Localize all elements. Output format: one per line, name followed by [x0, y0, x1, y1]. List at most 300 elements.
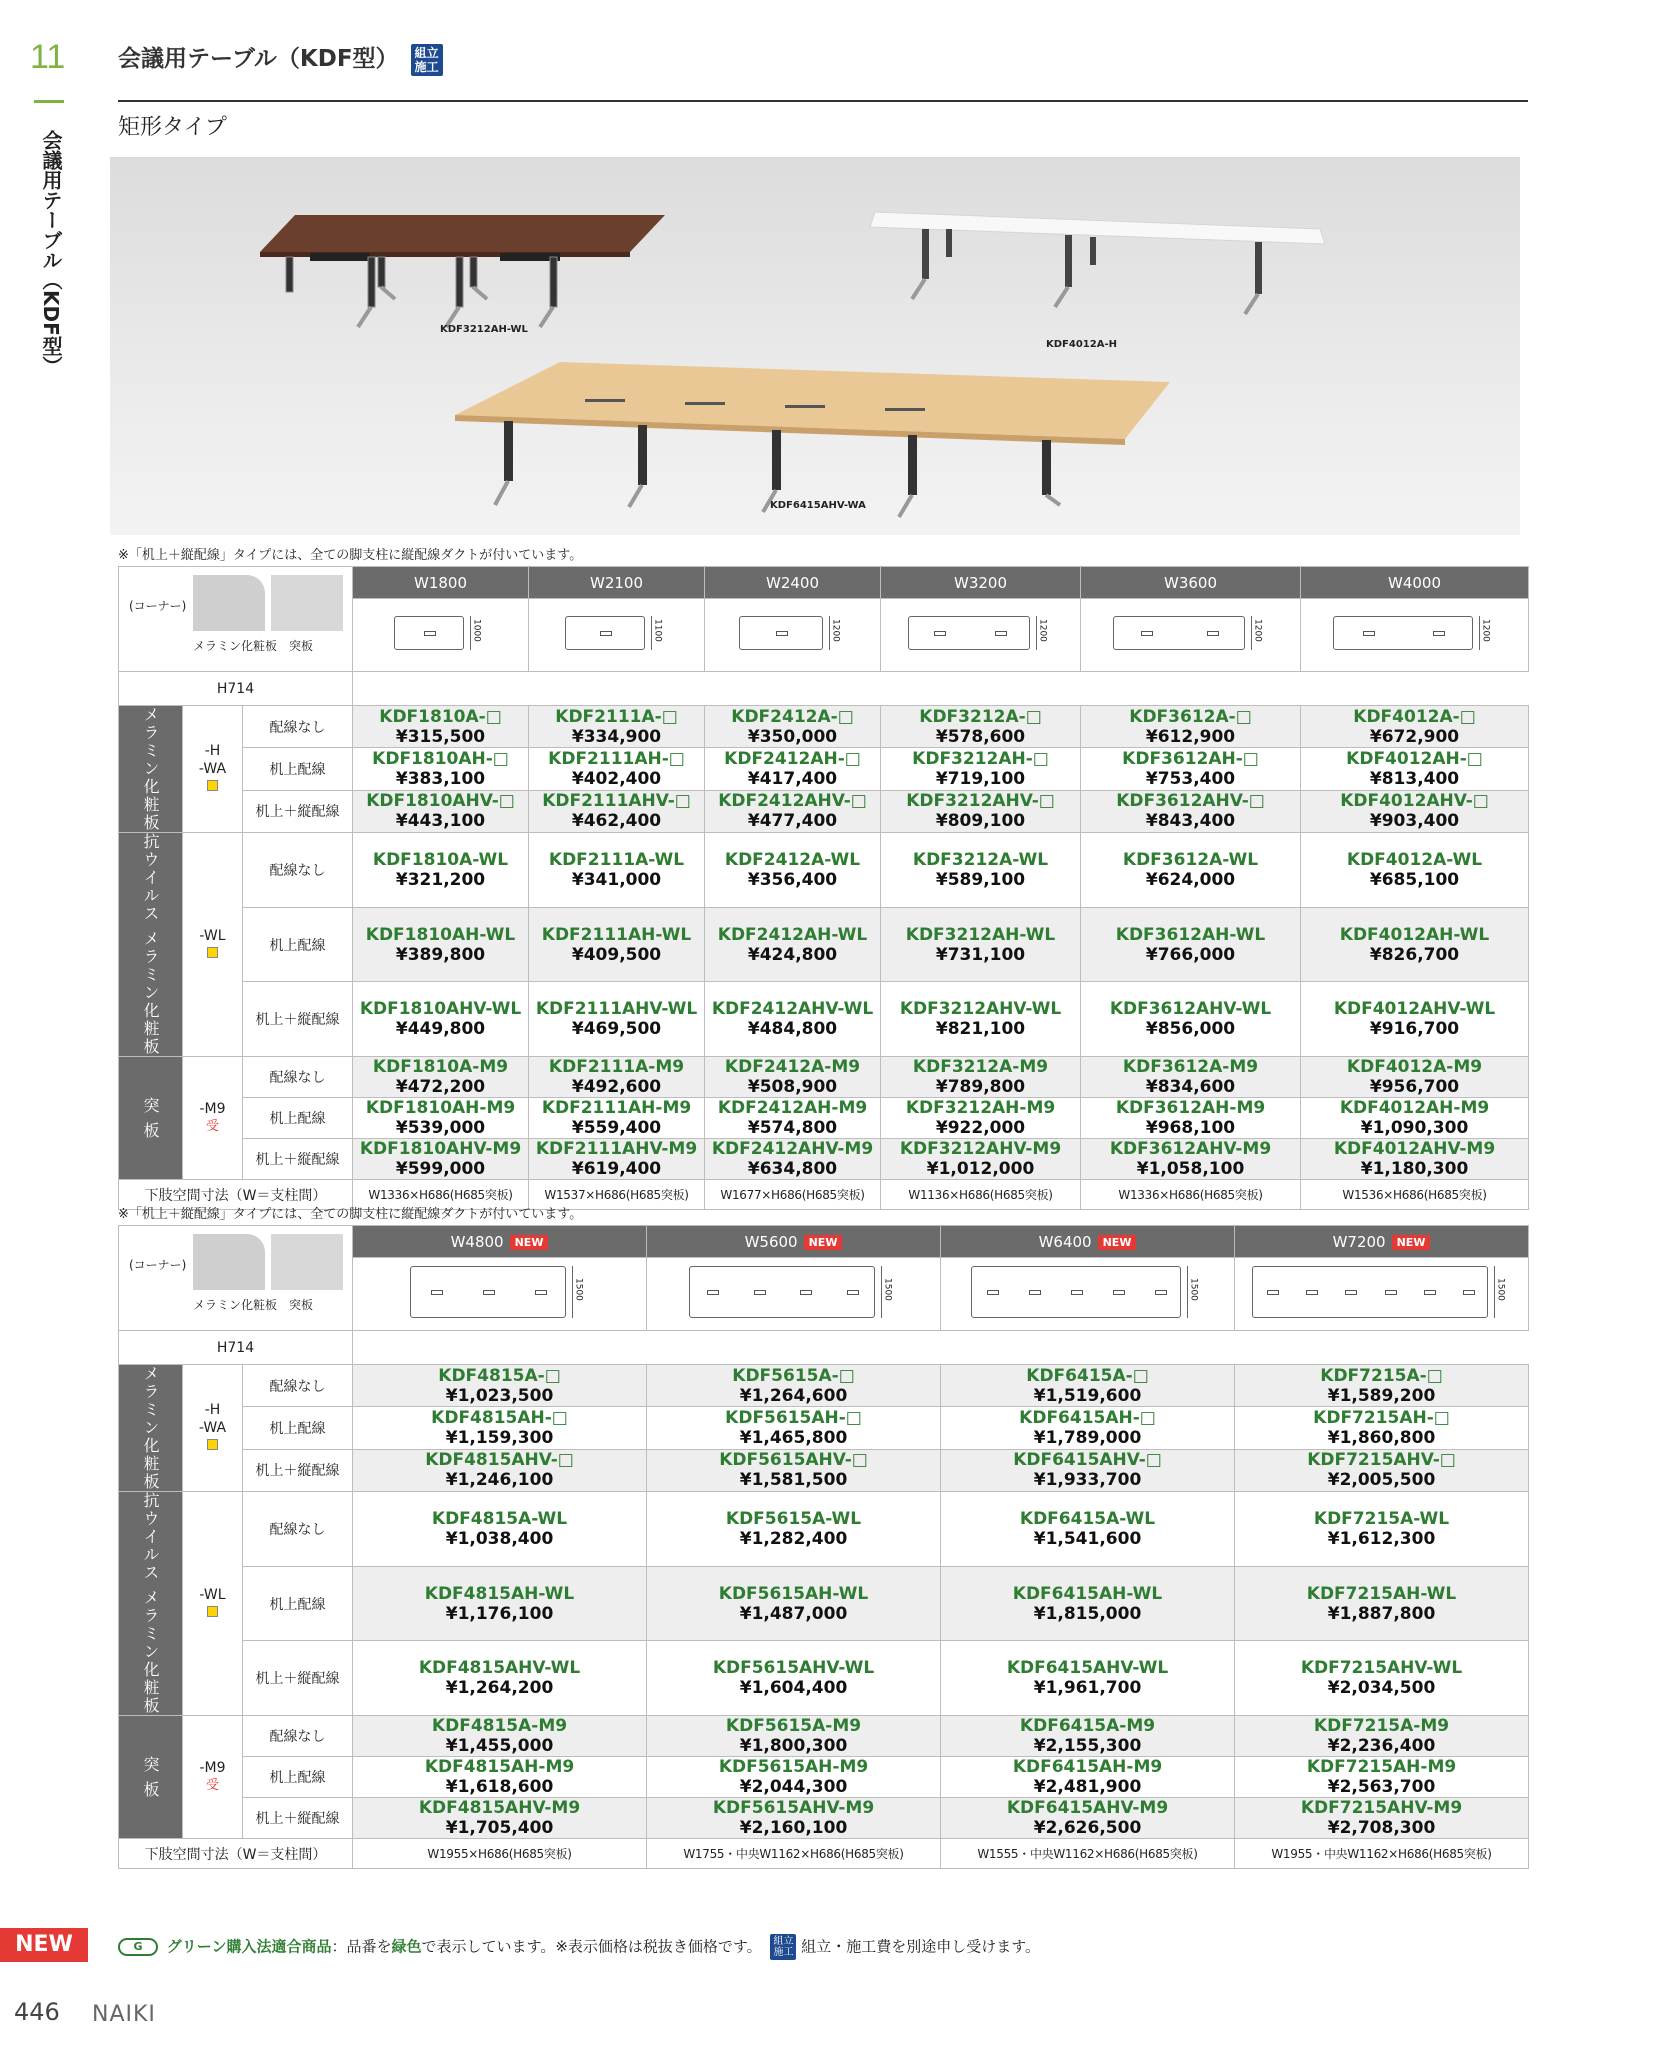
product-price: ¥1,038,400	[445, 1528, 554, 1549]
product-cell	[529, 833, 705, 908]
assembly-badge-small	[770, 1934, 796, 1960]
diagram-cell	[941, 1258, 1235, 1331]
wiring-type: 配線なし	[243, 1057, 353, 1098]
product-price: ¥1,933,700	[1033, 1470, 1142, 1491]
finish-code	[183, 1492, 243, 1716]
cable-slot-icon	[483, 1290, 495, 1295]
product-code: KDF4815AHV-WL	[418, 1658, 581, 1679]
product-code: KDF2412AHV-WL	[711, 999, 874, 1020]
made-to-order-mark: 受	[205, 1119, 219, 1135]
leg-space-value: W1336×H686(H685突板)	[353, 1180, 529, 1210]
product-price: ¥624,000	[1145, 869, 1236, 890]
product-code: KDF3612AH-WL	[1115, 924, 1266, 945]
product-code: KDF4012A-WL	[1346, 849, 1483, 870]
walnut-cable-box-1	[310, 253, 370, 261]
product-price: ¥477,400	[747, 811, 838, 832]
product-cell	[881, 706, 1081, 748]
leg-space-row	[119, 1839, 1529, 1869]
product-code: KDF4012AHV-WL	[1333, 999, 1496, 1020]
table-diagram	[410, 1264, 590, 1324]
finish-code	[183, 1057, 243, 1180]
product-price: ¥1,789,000	[1033, 1427, 1142, 1448]
product-code: KDF5615AH-□	[725, 1407, 862, 1428]
product-code: KDF6415A-M9	[1019, 1716, 1156, 1737]
finish-group: 抗ウイルス メラミン化粧板	[119, 1492, 183, 1716]
product-code: KDF3612A-WL	[1122, 849, 1259, 870]
depth-label: 1200	[830, 619, 841, 643]
tables-illustration	[110, 157, 1520, 535]
table-outline	[908, 616, 1030, 650]
product-code: KDF6415AH-M9	[1012, 1757, 1163, 1778]
product-code: KDF6415AHV-WL	[1006, 1658, 1169, 1679]
table-diagram	[1252, 1264, 1512, 1324]
product-cell	[941, 1641, 1235, 1716]
product-cell	[1235, 1641, 1529, 1716]
product-code: KDF6415A-WL	[1019, 1508, 1156, 1529]
finish-code	[183, 833, 243, 1057]
product-cell	[881, 982, 1081, 1057]
tsukiita-swatch	[271, 1234, 343, 1290]
product-price: ¥599,000	[395, 1159, 486, 1180]
new-tag: NEW	[1098, 1235, 1137, 1250]
product-cell	[1301, 1139, 1529, 1180]
photo-label-kdf4012: KDF4012A-H	[1046, 339, 1117, 350]
product-cell	[881, 790, 1081, 832]
product-price: ¥2,005,500	[1327, 1470, 1436, 1491]
new-tag: NEW	[804, 1235, 843, 1250]
product-price: ¥409,500	[571, 944, 662, 965]
product-code: KDF5615A-M9	[725, 1716, 862, 1737]
product-code: KDF1810AH-WL	[365, 924, 516, 945]
product-code: KDF1810AH-M9	[365, 1098, 516, 1119]
finish-group: 突 板	[119, 1057, 183, 1180]
product-price: ¥559,400	[571, 1118, 662, 1139]
product-price: ¥856,000	[1145, 1019, 1236, 1040]
product-code: KDF3612AH-□	[1122, 748, 1259, 769]
product-code: KDF2111AHV-□	[542, 791, 691, 812]
white-feet	[912, 279, 1258, 314]
product-cell	[705, 907, 881, 982]
wiring-type: 机上配線	[243, 907, 353, 982]
product-code: KDF7215A-□	[1320, 1365, 1443, 1386]
width-header	[353, 567, 529, 599]
product-price: ¥1,090,300	[1360, 1118, 1469, 1139]
table-diagram	[971, 1264, 1205, 1324]
product-cell	[941, 1757, 1235, 1798]
product-code: KDF4815AHV-M9	[418, 1798, 581, 1819]
finish-code-1: -WL	[199, 927, 226, 944]
product-cell	[881, 1139, 1081, 1180]
width-label: W7200	[1332, 1232, 1386, 1251]
product-cell	[353, 833, 529, 908]
green-purchase-icon: G	[118, 1938, 158, 1956]
tsukiita-label: 突板	[289, 639, 314, 653]
depth-label: 1500	[1495, 1278, 1506, 1302]
depth-line	[881, 1266, 882, 1318]
product-code: KDF3612AH-M9	[1115, 1098, 1266, 1119]
wiring-type: 机上配線	[243, 1566, 353, 1641]
photo-label-kdf3212: KDF3212AH-WL	[440, 324, 528, 335]
table-outline	[971, 1266, 1181, 1318]
green-label: グリーン購入法適合商品	[166, 1937, 332, 1956]
cable-slot-icon	[535, 1290, 547, 1295]
diagram-cell	[647, 1258, 941, 1331]
walnut-legs	[286, 257, 557, 307]
product-cell	[881, 1057, 1081, 1098]
table-outline	[565, 616, 645, 650]
depth-line	[470, 616, 471, 650]
product-cell	[1235, 1407, 1529, 1449]
product-code: KDF3612A-□	[1129, 706, 1252, 727]
table-row	[119, 1139, 1529, 1180]
width-label: W5600	[744, 1232, 798, 1251]
width-label: W2400	[766, 573, 820, 592]
product-code: KDF7215AHV-WL	[1300, 1658, 1463, 1679]
product-price: ¥1,604,400	[739, 1678, 848, 1699]
product-cell	[529, 790, 705, 832]
finish-code	[183, 1716, 243, 1839]
corner-label: (コーナー)	[129, 1258, 187, 1272]
price-table-1	[118, 566, 1529, 1210]
product-cell	[353, 1139, 529, 1180]
depth-label: 1000	[471, 619, 482, 643]
product-price: ¥809,100	[935, 811, 1026, 832]
product-cell	[647, 1798, 941, 1839]
product-code: KDF4012AH-□	[1346, 748, 1483, 769]
product-code: KDF5615AH-M9	[718, 1757, 869, 1778]
product-cell	[353, 1757, 647, 1798]
depth-line	[1036, 616, 1037, 650]
table-outline	[394, 616, 464, 650]
product-code: KDF2412AH-□	[724, 748, 861, 769]
product-code: KDF5615A-□	[732, 1365, 855, 1386]
corner-legend-box	[119, 567, 352, 671]
cable-slot-icon	[1463, 1290, 1475, 1295]
product-code: KDF1810A-M9	[372, 1057, 509, 1078]
product-cell	[529, 982, 705, 1057]
product-code: KDF4012AH-WL	[1339, 924, 1490, 945]
cable-slot-icon	[424, 631, 436, 636]
photo-label-kdf6415: KDF6415AHV-WA	[770, 500, 866, 511]
product-cell	[1235, 1566, 1529, 1641]
diagram-cell	[1235, 1258, 1529, 1331]
tsukiita-swatch	[271, 575, 343, 631]
product-price: ¥826,700	[1369, 944, 1460, 965]
width-label: W2100	[590, 573, 644, 592]
white-table-top	[870, 212, 1325, 244]
wiring-type: 配線なし	[243, 706, 353, 748]
product-price: ¥1,159,300	[445, 1427, 554, 1448]
product-cell	[941, 1566, 1235, 1641]
wiring-type: 机上配線	[243, 1757, 353, 1798]
product-code: KDF7215A-M9	[1313, 1716, 1450, 1737]
made-to-order-mark: 受	[205, 1778, 219, 1794]
product-price: ¥1,815,000	[1033, 1603, 1142, 1624]
product-price: ¥1,581,500	[739, 1470, 848, 1491]
corner-legend	[119, 567, 353, 672]
product-cell	[1301, 907, 1529, 982]
wiring-type: 配線なし	[243, 1492, 353, 1567]
leg-space-value: W1677×H686(H685突板)	[705, 1180, 881, 1210]
width-label: W4800	[450, 1232, 504, 1251]
product-cell	[647, 1492, 941, 1567]
table-row	[119, 748, 1529, 790]
product-price: ¥589,100	[935, 869, 1026, 890]
product-cell	[353, 1449, 647, 1491]
table-row	[119, 706, 1529, 748]
product-code: KDF4815A-□	[438, 1365, 561, 1386]
product-price: ¥424,800	[747, 944, 838, 965]
table-row	[119, 833, 1529, 908]
table-diagram	[908, 614, 1054, 656]
depth-label: 1200	[1037, 619, 1048, 643]
finish-group: 抗ウイルス メラミン化粧板	[119, 833, 183, 1057]
product-cell	[705, 706, 881, 748]
product-price: ¥2,626,500	[1033, 1818, 1142, 1839]
table-row	[119, 790, 1529, 832]
product-cell	[1301, 706, 1529, 748]
product-price: ¥916,700	[1369, 1019, 1460, 1040]
subtitle: 矩形タイプ	[118, 115, 227, 140]
diagram-cell	[529, 599, 705, 672]
leg-space-value: W1537×H686(H685突板)	[529, 1180, 705, 1210]
wiring-type: 机上配線	[243, 748, 353, 790]
product-price: ¥1,246,100	[445, 1470, 554, 1491]
product-photo	[110, 157, 1520, 535]
chapter-number: 11	[30, 38, 66, 76]
product-cell	[353, 1057, 529, 1098]
product-code: KDF2412A-M9	[724, 1057, 861, 1078]
cable-slot-icon	[1207, 631, 1219, 636]
depth-label: 1200	[1480, 619, 1491, 643]
product-cell	[1235, 1492, 1529, 1567]
product-code: KDF3212A-M9	[912, 1057, 1049, 1078]
product-code: KDF1810A-□	[379, 706, 502, 727]
product-price: ¥539,000	[395, 1118, 486, 1139]
product-price: ¥484,800	[747, 1019, 838, 1040]
product-price: ¥1,180,300	[1360, 1159, 1469, 1180]
color-swatch-icon	[207, 947, 218, 958]
table-outline	[1333, 616, 1473, 650]
product-cell	[529, 1057, 705, 1098]
product-price: ¥1,058,100	[1136, 1159, 1245, 1180]
wiring-type: 机上配線	[243, 1098, 353, 1139]
table-row	[119, 1757, 1529, 1798]
product-price: ¥2,160,100	[739, 1818, 848, 1839]
product-cell	[647, 1449, 941, 1491]
green-word: 緑色	[391, 1937, 422, 1956]
table-row	[119, 1798, 1529, 1839]
badge-line1: 組立	[414, 45, 439, 60]
product-cell	[647, 1365, 941, 1407]
table-row	[119, 907, 1529, 982]
depth-line	[572, 1266, 573, 1318]
wiring-type: 配線なし	[243, 833, 353, 908]
product-price: ¥1,541,600	[1033, 1528, 1142, 1549]
product-code: KDF4815AH-WL	[424, 1583, 575, 1604]
product-cell	[1081, 1057, 1301, 1098]
product-cell	[647, 1641, 941, 1716]
product-cell	[529, 1139, 705, 1180]
corner-label: (コーナー)	[129, 599, 187, 613]
product-code: KDF5615AHV-M9	[712, 1798, 875, 1819]
product-code: KDF4815AH-M9	[424, 1757, 575, 1778]
product-price: ¥731,100	[935, 944, 1026, 965]
brand-name: NAIKI	[92, 2002, 156, 2027]
product-code: KDF3212A-WL	[912, 849, 1049, 870]
height-label: H714	[119, 1331, 353, 1365]
wiring-type: 机上配線	[243, 1407, 353, 1449]
product-price: ¥341,000	[571, 869, 662, 890]
product-cell	[529, 706, 705, 748]
product-price: ¥2,481,900	[1033, 1777, 1142, 1798]
product-cell	[1081, 907, 1301, 982]
product-cell	[941, 1449, 1235, 1491]
product-cell	[1301, 1098, 1529, 1139]
product-cell	[353, 748, 529, 790]
table-row	[119, 1566, 1529, 1641]
product-price: ¥2,034,500	[1327, 1678, 1436, 1699]
product-price: ¥834,600	[1145, 1077, 1236, 1098]
product-code: KDF4815A-M9	[431, 1716, 568, 1737]
width-header	[529, 567, 705, 599]
finish-code-2: -WA	[198, 1420, 227, 1436]
product-price: ¥1,589,200	[1327, 1385, 1436, 1406]
product-cell	[1081, 833, 1301, 908]
product-price: ¥685,100	[1369, 869, 1460, 890]
cable-slot-icon	[1113, 1290, 1125, 1295]
finish-group: メラミン化粧板	[119, 706, 183, 833]
product-price: ¥813,400	[1369, 768, 1460, 789]
cable-slot-icon	[800, 1290, 812, 1295]
product-cell	[941, 1798, 1235, 1839]
product-cell	[647, 1716, 941, 1757]
product-price: ¥334,900	[571, 726, 662, 747]
product-cell	[1081, 706, 1301, 748]
finish-code-2: -WA	[198, 761, 227, 777]
product-code: KDF4012AHV-M9	[1333, 1139, 1496, 1160]
product-cell	[353, 1098, 529, 1139]
product-price: ¥2,044,300	[739, 1777, 848, 1798]
table-diagram	[1333, 614, 1497, 656]
product-price: ¥578,600	[935, 726, 1026, 747]
product-price: ¥321,200	[395, 869, 486, 890]
wiring-type: 机上＋縦配線	[243, 1641, 353, 1716]
product-code: KDF6415A-□	[1026, 1365, 1149, 1386]
leg-space-value: W1755・中央W1162×H686(H685突板)	[647, 1839, 941, 1869]
product-code: KDF2412AH-WL	[717, 924, 868, 945]
product-code: KDF3612A-M9	[1122, 1057, 1259, 1078]
product-code: KDF5615AHV-WL	[712, 1658, 875, 1679]
product-cell	[1301, 1057, 1529, 1098]
product-cell	[353, 907, 529, 982]
cable-slot-icon	[600, 631, 612, 636]
product-price: ¥612,900	[1145, 726, 1236, 747]
new-tag: NEW	[510, 1235, 549, 1250]
product-price: ¥1,264,600	[739, 1385, 848, 1406]
product-cell	[529, 907, 705, 982]
product-code: KDF2111AH-WL	[541, 924, 692, 945]
melamine-swatch	[193, 1234, 265, 1290]
leg-space-value: W1955×H686(H685突板)	[353, 1839, 647, 1869]
product-cell	[941, 1365, 1235, 1407]
product-code: KDF3212AH-WL	[905, 924, 1056, 945]
finish-group: メラミン化粧板	[119, 1365, 183, 1492]
width-label: W6400	[1038, 1232, 1092, 1251]
product-code: KDF7215AH-□	[1313, 1407, 1450, 1428]
table-row	[119, 1365, 1529, 1407]
note-1: ※「机上＋縦配線」タイプには、全ての脚支柱に縦配線ダクトが付いています。	[118, 548, 583, 563]
corner-legend-box	[119, 1226, 352, 1330]
page-title	[118, 40, 443, 76]
table-diagram	[565, 614, 669, 656]
product-code: KDF5615A-WL	[725, 1508, 862, 1529]
product-code: KDF2111AH-□	[548, 748, 685, 769]
footer-text-1: ：品番を	[331, 1937, 392, 1956]
width-label: W4000	[1388, 573, 1442, 592]
product-price: ¥1,519,600	[1033, 1385, 1142, 1406]
table-row	[119, 1407, 1529, 1449]
product-price: ¥1,612,300	[1327, 1528, 1436, 1549]
product-price: ¥1,282,400	[739, 1528, 848, 1549]
footer-text-2: で表示しています。※表示価格は税抜き価格です。	[421, 1937, 762, 1956]
cable-slot-icon	[1029, 1290, 1041, 1295]
product-code: KDF6415AHV-□	[1013, 1450, 1162, 1471]
product-price: ¥789,800	[935, 1077, 1026, 1098]
product-code: KDF2111A-M9	[548, 1057, 685, 1078]
product-code: KDF2412A-WL	[724, 849, 861, 870]
finish-code-1: -H	[204, 743, 221, 759]
cable-slot-icon	[1433, 631, 1445, 636]
product-cell	[353, 1641, 647, 1716]
product-cell	[881, 833, 1081, 908]
product-cell	[1235, 1757, 1529, 1798]
diagram-cell	[1301, 599, 1529, 672]
product-price: ¥1,012,000	[926, 1159, 1035, 1180]
product-price: ¥350,000	[747, 726, 838, 747]
wiring-type: 机上＋縦配線	[243, 982, 353, 1057]
depth-line	[829, 616, 830, 650]
badge-line2: 施工	[414, 59, 439, 74]
product-code: KDF1810AH-□	[372, 748, 509, 769]
product-code: KDF2412AHV-□	[718, 791, 867, 812]
cable-slot-icon	[934, 631, 946, 636]
product-cell	[647, 1407, 941, 1449]
melamine-label: メラミン化粧板	[193, 1298, 278, 1312]
product-price: ¥753,400	[1145, 768, 1236, 789]
table-outline	[1113, 616, 1245, 650]
product-code: KDF4012AHV-□	[1340, 791, 1489, 812]
product-code: KDF1810AHV-WL	[359, 999, 522, 1020]
product-price: ¥1,887,800	[1327, 1603, 1436, 1624]
product-price: ¥449,800	[395, 1019, 486, 1040]
product-price: ¥383,100	[395, 768, 486, 789]
table-outline	[410, 1266, 566, 1318]
product-price: ¥1,705,400	[445, 1818, 554, 1839]
product-code: KDF3212AHV-□	[906, 791, 1055, 812]
product-price: ¥903,400	[1369, 811, 1460, 832]
leg-space-value: W1955・中央W1162×H686(H685突板)	[1235, 1839, 1529, 1869]
title-rule	[118, 100, 1528, 102]
width-label: W3200	[954, 573, 1008, 592]
product-price: ¥1,800,300	[739, 1736, 848, 1757]
finish-code-1: -H	[204, 1402, 221, 1418]
product-code: KDF7215AHV-□	[1307, 1450, 1456, 1471]
color-swatch-icon	[207, 780, 218, 791]
product-cell	[353, 790, 529, 832]
table-row	[119, 1098, 1529, 1139]
product-price: ¥821,100	[935, 1019, 1026, 1040]
